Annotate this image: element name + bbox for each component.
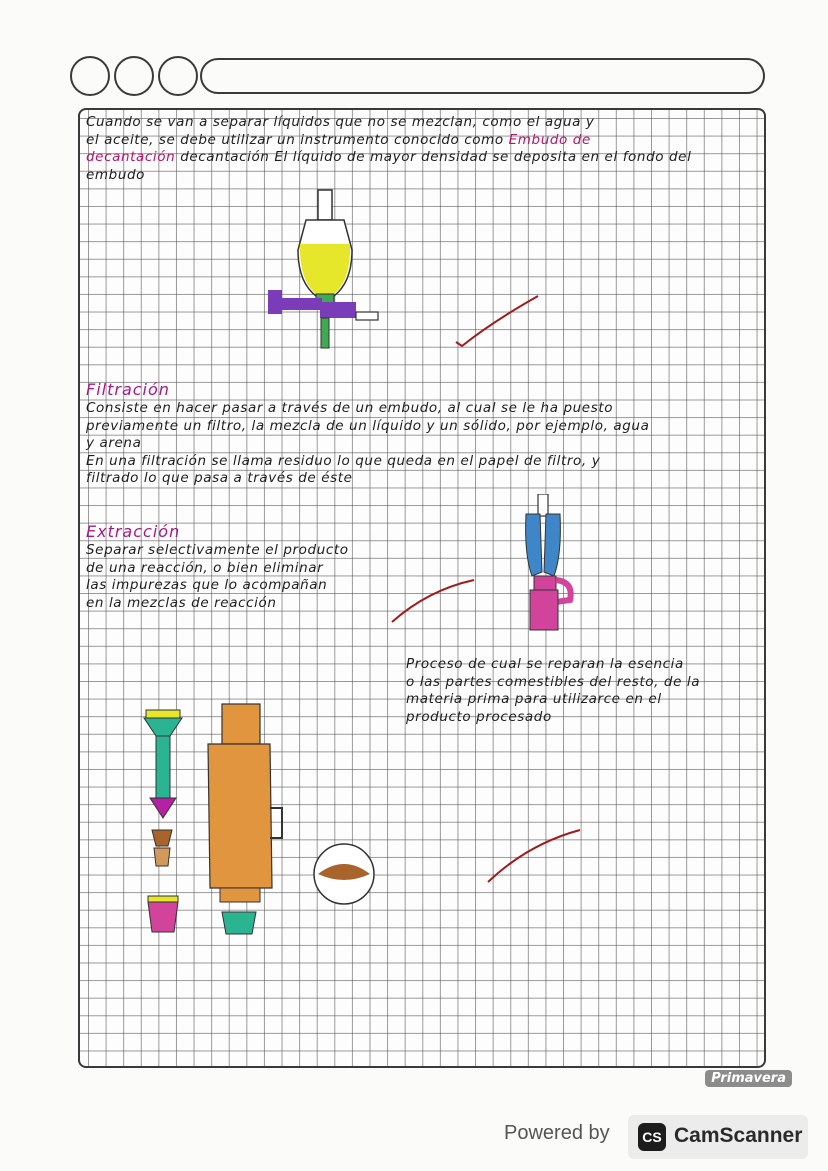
filtracion-line-2: previamente un filtro, la mezcla de un líquido y un sólido, por ejemplo, agua [86,417,650,434]
notebook-page [78,108,766,1068]
camscanner-name: CamScanner [674,1124,803,1147]
camscanner-logo[interactable] [628,1115,808,1159]
intro-line-3-text: decantación El líquido de mayor densidad se deposita en el fondo del [180,149,692,166]
proceso-line-1: Proceso de cual se reparan la esencia [406,656,684,672]
header-circle-3 [158,56,198,96]
check-mark-3 [484,826,584,886]
primavera-brand: Primavera [705,1070,792,1087]
intro-line-2 [86,132,691,150]
proceso-paragraph [406,656,700,726]
heading-filtracion: Filtración [86,380,170,399]
intro-highlight-end: decantación [86,149,176,166]
extraccion-line-3: las impurezas que lo acompañan [86,577,328,594]
extraccion-line-2: de una reacción, o bien eliminar [86,559,324,576]
intro-highlight-start: Embudo de [508,131,591,148]
filtracion-paragraph [86,400,649,488]
check-mark-1 [452,292,542,348]
header-circle-2 [114,56,154,96]
extraccion-line-4: en la mezclas de reacción [86,594,277,611]
extraction-apparatus-drawing [512,494,592,644]
filtracion-line-1: Consiste en hacer pasar a través de un embudo, al cual se le ha puesto [86,400,614,416]
notebook-title-bar [200,58,765,94]
heading-extraccion: Extracción [86,522,181,541]
orange-vessel-drawing [202,698,292,948]
proceso-line-4: producto procesado [406,708,552,725]
intro-line-4: embudo [86,166,146,183]
intro-line-3 [86,149,691,167]
separatory-funnel-drawing [260,188,390,363]
intro-line-2-text: el aceite, se debe utilizar un instrumento conocido como [86,131,504,148]
powered-by-label: Powered by [504,1122,610,1144]
intro-line-1: Cuando se van a separar líquidos que no se mezclan, como el agua y [86,114,595,130]
filtracion-line-5: filtrado lo que pasa a través de éste [86,470,353,487]
camscanner-icon: CS [638,1123,666,1151]
filtracion-line-3: y arena [86,435,142,452]
proceso-line-2: o las partes comestibles del resto, de la [406,673,701,690]
extraccion-paragraph [86,542,349,612]
intro-paragraph [86,114,691,184]
filtracion-line-4: En una filtración se llama residuo lo que queda en el papel de filtro, y [86,452,601,469]
check-mark-2 [388,576,478,626]
funnel-stack-drawing [138,706,208,946]
header-circle-1 [70,56,110,96]
extraccion-line-1: Separar selectivamente el producto [86,542,349,558]
bowl-drawing [310,840,380,910]
proceso-line-3: materia prima para utilizarce en el [406,691,662,708]
